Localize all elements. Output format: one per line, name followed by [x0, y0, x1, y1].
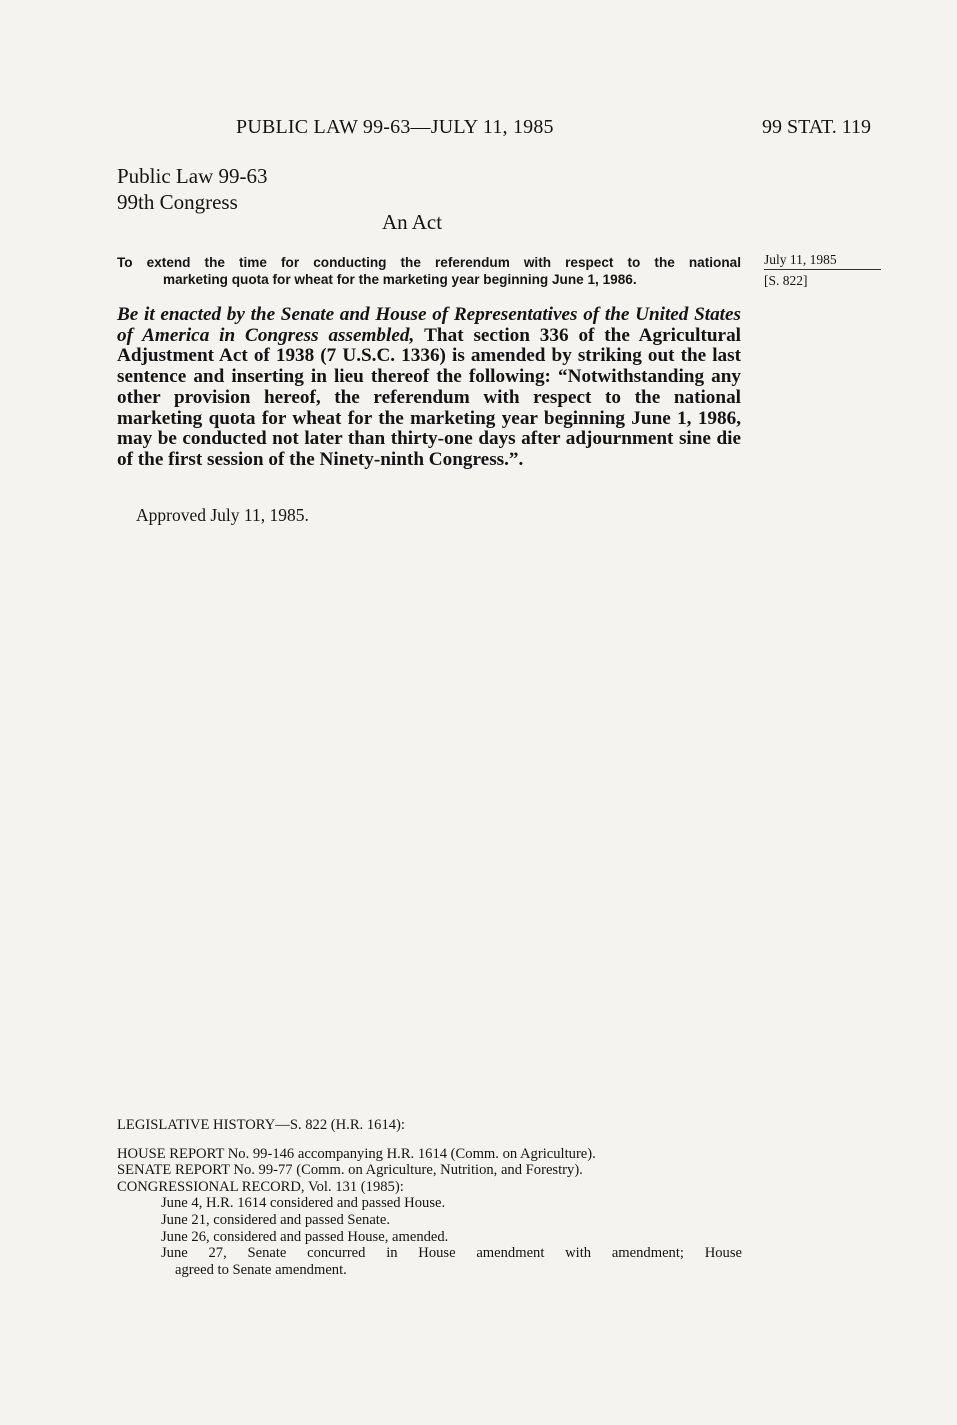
margin-date: July 11, 1985: [764, 252, 881, 270]
purpose-line-2: marketing quota for wheat for the marketing year beginning June 1, 1986.: [163, 272, 637, 287]
public-law-number: Public Law 99-63: [117, 164, 268, 188]
history-action-1: June 4, H.R. 1614 considered and passed House.: [161, 1195, 446, 1212]
purpose-line-1: To extend the time for conducting the referendum with respect to the national: [117, 255, 741, 270]
running-head: PUBLIC LAW 99-63—JULY 11, 1985: [236, 116, 554, 138]
history-action-2: June 21, considered and passed Senate.: [161, 1211, 390, 1228]
senate-report: SENATE REPORT No. 99-77 (Comm. on Agriculture, Nutrition, and Forestry).: [117, 1162, 583, 1179]
law-identifier: [117, 163, 267, 215]
enacting-text: [117, 305, 741, 471]
congress-number: 99th Congress: [117, 190, 238, 214]
act-heading: An Act: [382, 210, 443, 234]
statute-citation: 99 STAT. 119: [762, 116, 871, 138]
history-action-4-line-1: June 27, Senate concurred in House amendment with amendment; House: [161, 1245, 742, 1262]
purpose-statement: [117, 254, 741, 288]
history-action-3: June 26, considered and passed House, amended.: [161, 1228, 449, 1245]
bleed-through-texture: [117, 520, 742, 1120]
house-report: HOUSE REPORT No. 99-146 accompanying H.R. 1614 (Comm. on Agriculture).: [117, 1145, 596, 1162]
history-action-4-line-2: agreed to Senate amendment.: [175, 1261, 347, 1278]
approval-date: Approved July 11, 1985.: [136, 505, 309, 525]
legislative-history-heading: LEGISLATIVE HISTORY—S. 822 (H.R. 1614):: [117, 1117, 405, 1133]
legislative-history: [117, 1117, 742, 1278]
congressional-record: CONGRESSIONAL RECORD, Vol. 131 (1985):: [117, 1178, 404, 1195]
margin-bill-number: [S. 822]: [764, 273, 808, 288]
amendment-text: That section 336 of the Agricultural Adjustment Act of 1938 (7 U.S.C. 1336) is amended by striking out the last sentence and inserting in lieu thereof the following: “Notwithstanding any other provision hereof, the referendum with respect to the national marketing quota for wheat for the marketing year beginning June 1, 1986, may be conducted not later than thirty-one days after adjournment sine die of the first session of the Ninety-ninth Congress.”.: [117, 324, 741, 470]
enacting-clause: Be it enacted by the Senate and House of Representatives of the United States of America in Congress assembled,: [117, 304, 741, 346]
